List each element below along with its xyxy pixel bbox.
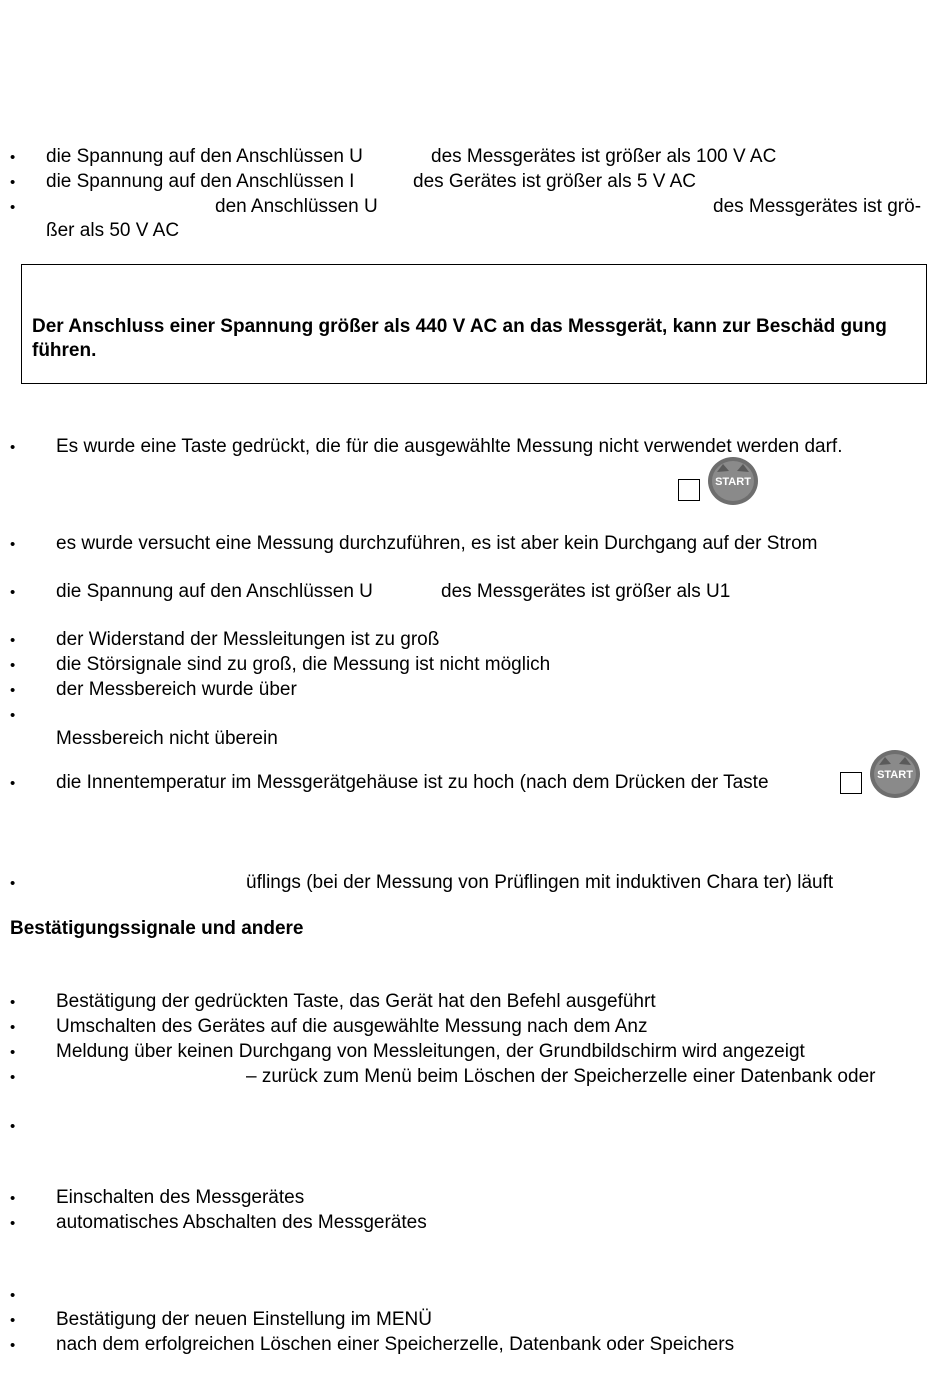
list-item-text: Umschalten des Gerätes auf die ausgewählte Messung nach dem Anz bbox=[56, 1016, 648, 1037]
bullet: • bbox=[10, 1190, 16, 1207]
list-item-text: die Spannung auf den Anschlüssen U bbox=[46, 146, 363, 167]
bullet: • bbox=[10, 1019, 16, 1036]
bullet: • bbox=[10, 199, 16, 216]
list-item-text: es wurde versucht eine Messung durchzuführen, es ist aber kein Durchgang auf der Strom bbox=[56, 533, 818, 554]
list-item-text: Bestätigung der neuen Einstellung im MENÜ bbox=[56, 1309, 432, 1330]
bullet: • bbox=[10, 657, 16, 674]
bullet: • bbox=[10, 632, 16, 649]
list-item-text: den Anschlüssen U bbox=[215, 196, 378, 217]
list-item-text: nach dem erfolgreichen Löschen einer Speicherzelle, Datenbank oder Speichers bbox=[56, 1334, 735, 1355]
list-item-text: des Messgerätes ist größer als U1 bbox=[441, 581, 731, 602]
list-item-text: Meldung über keinen Durchgang von Messleitungen, der Grundbildschirm wird angezeigt bbox=[56, 1041, 805, 1062]
list-item-text: der Widerstand der Messleitungen ist zu groß bbox=[56, 629, 440, 650]
bullet: • bbox=[10, 1069, 16, 1086]
start-button-icon bbox=[869, 749, 921, 799]
bullet: • bbox=[10, 1215, 16, 1232]
bullet: • bbox=[10, 1044, 16, 1061]
start-label: START bbox=[877, 769, 913, 781]
bullet: • bbox=[10, 1337, 16, 1354]
warning-text: Der Anschluss einer Spannung größer als 440 V AC an das Messgerät, kann zur Beschäd gung führen. bbox=[32, 316, 887, 361]
start-label: START bbox=[715, 476, 751, 488]
bullet: • bbox=[10, 1287, 16, 1304]
list-item-text: die Spannung auf den Anschlüssen U bbox=[56, 581, 373, 602]
list-item-text: des Messgerätes ist grö- bbox=[713, 196, 922, 217]
bullet: • bbox=[10, 707, 16, 724]
checkbox-icon bbox=[840, 772, 862, 794]
bullet: • bbox=[10, 536, 16, 553]
warning-box bbox=[21, 264, 927, 384]
list-item-text: Einschalten des Messgerätes bbox=[56, 1187, 305, 1208]
list-item-text: – zurück zum Menü beim Löschen der Speicherzelle einer Datenbank oder bbox=[246, 1066, 876, 1087]
bullet: • bbox=[10, 584, 16, 601]
list-item-text: Messbereich nicht überein bbox=[56, 728, 278, 749]
bullet: • bbox=[10, 1118, 16, 1135]
list-item-text: üflings (bei der Messung von Prüflingen mit induktiven Chara ter) läuft bbox=[246, 872, 834, 893]
section-heading: Bestätigungssignale und andere bbox=[10, 918, 304, 939]
bullet: • bbox=[10, 149, 16, 166]
bullet: • bbox=[10, 174, 16, 191]
list-item-text: der Messbereich wurde über bbox=[56, 679, 297, 700]
checkbox-icon bbox=[678, 479, 700, 501]
bullet: • bbox=[10, 775, 16, 792]
list-item-text: Es wurde eine Taste gedrückt, die für die ausgewählte Messung nicht verwendet werden darf. bbox=[56, 436, 843, 457]
bullet: • bbox=[10, 439, 16, 456]
list-item-text: Bestätigung der gedrückten Taste, das Gerät hat den Befehl ausgeführt bbox=[56, 991, 656, 1012]
list-item-text: die Spannung auf den Anschlüssen I bbox=[46, 171, 355, 192]
list-item-text: des Messgerätes ist größer als 100 V AC bbox=[431, 146, 777, 167]
bullet: • bbox=[10, 875, 16, 892]
bullet: • bbox=[10, 682, 16, 699]
bullet: • bbox=[10, 1312, 16, 1329]
list-item-text: automatisches Abschalten des Messgerätes bbox=[56, 1212, 427, 1233]
list-item-text: des Gerätes ist größer als 5 V AC bbox=[413, 171, 697, 192]
list-item-text: die Innentemperatur im Messgerätgehäuse ist zu hoch (nach dem Drücken der Taste bbox=[56, 772, 769, 793]
start-button-icon bbox=[707, 456, 759, 506]
bullet: • bbox=[10, 994, 16, 1011]
list-item-text: ßer als 50 V AC bbox=[46, 220, 180, 241]
list-item-text: die Störsignale sind zu groß, die Messung ist nicht möglich bbox=[56, 654, 551, 675]
